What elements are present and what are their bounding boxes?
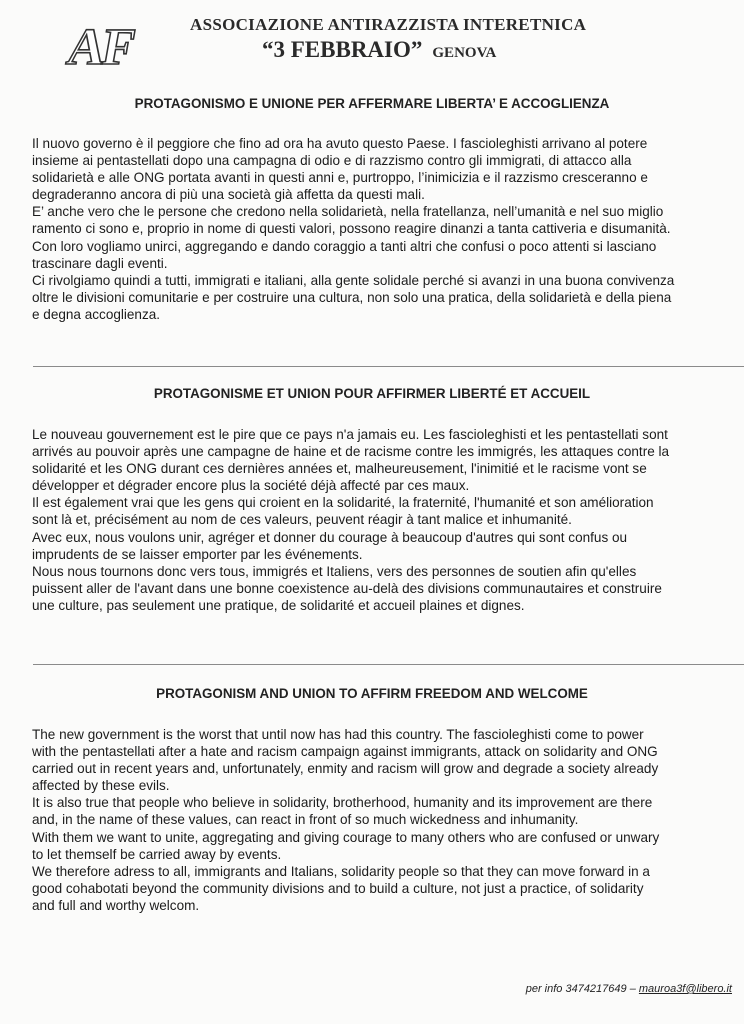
text-line: carried out in recent years and, unfortunately, enmity and racism will grow and degrade a society already (32, 761, 659, 777)
text-line: Le nouveau gouvernement est le pire que ce pays n'a jamais eu. Les fascioleghisti et les pentastellati sont (32, 427, 668, 442)
text-line: good cohabotati beyond the community divisions and to build a culture, not just a practice, of solidarity (32, 880, 644, 896)
text-line: ramento ci sono e, proprio in nome di questi valori, possono reagire dinanzi a tanta cattiveria e disumanità. (32, 221, 671, 237)
section-body-italian (32, 135, 744, 323)
text-line: Avec eux, nous voulons unir, agréger et donner du courage à beaucoup d'autres qui sont confus ou (32, 529, 628, 545)
text-line: e degna accoglienza. (32, 306, 161, 322)
text-line: solidarité et les ONG durant ces dernières années et, malheureusement, l'inimitié et le racisme vont se (32, 461, 647, 477)
association-logo: AF (63, 19, 137, 76)
text-line: développer et dégrader encore plus la société déjà affecté par ces maux. (32, 478, 470, 494)
text-line: oltre le divisioni comunitarie e per costruire una cultura, non solo una pratica, della solidarietà e della piena (32, 289, 672, 305)
section-title-italian: PROTAGONISMO E UNIONE PER AFFERMARE LIBERTA’ E ACCOGLIENZA (134, 96, 610, 111)
text-line: E’ anche vero che le persone che credono nella solidarietà, nella fratellanza, nell’umanità e nel suo miglio (32, 204, 664, 220)
text-line: Il est également vrai que les gens qui croient en la solidarité, la fraternité, l'humanité et son amélioration (32, 495, 654, 511)
text-line: It is also true that people who believe in solidarity, brotherhood, humanity and its improvement are there (32, 795, 653, 811)
section-divider (33, 366, 744, 367)
text-line: and full and worthy welcom. (32, 897, 200, 913)
text-line: Il nuovo governo è il peggiore che fino ad ora ha avuto questo Paese. I fascioleghisti arrivano al potere (32, 136, 648, 151)
org-city: GENOVA (432, 45, 497, 61)
text-line: degraderanno ancora di più una società già affetta da questi mali. (32, 187, 425, 203)
text-line: solidarietà e alle ONG portata avanti in questi anni e, purtroppo, l’inimicizia e il razzismo cresceranno e (32, 170, 648, 186)
text-line: insieme ai pentastellati dopo una campagna di odio e di razzismo contro gli immigrati, di attacco alla (32, 153, 632, 169)
text-line: to let themself be carried away by events. (32, 846, 282, 862)
text-line: We therefore adress to all, immigrants and Italians, solidarity people so that they can move forward in a (32, 863, 650, 879)
text-line: arrivés au pouvoir après une campagne de haine et de racisme contre les immigrés, les attaques contre la (32, 444, 670, 460)
section-body-english (32, 726, 744, 914)
section-title-english: PROTAGONISM AND UNION TO AFFIRM FREEDOM AND WELCOME (156, 686, 588, 701)
text-line: Nous nous tournons donc vers tous, immigrés et Italiens, vers des personnes de soutien afin qu'elles (32, 563, 637, 579)
text-line: Con loro vogliamo unirci, aggregando e dando coraggio a tanti altri che confusi o poco attenti si lasciano (32, 238, 657, 254)
section-body-french (32, 426, 744, 614)
text-line: imprudents de se laisser emporter par les événements. (32, 546, 363, 562)
text-line: and, in the name of these values, can react in front of so much wickedness and inhumanity. (32, 812, 579, 828)
org-title: ASSOCIAZIONE ANTIRAZZISTA INTERETNICA (190, 15, 587, 34)
org-name: “3 FEBBRAIO” (262, 37, 423, 62)
text-line: With them we want to unite, aggregating and giving courage to many others who are confused or unwary (32, 829, 660, 845)
text-line: trascinare dagli eventi. (32, 255, 168, 271)
footer-email[interactable]: mauroa3f@libero.it (638, 983, 732, 995)
text-line: with the pentastellati after a hate and racism campaign against immigrants, attack on solidarity and ONG (32, 744, 658, 760)
org-subtitle (262, 37, 496, 63)
text-line: affected by these evils. (32, 778, 170, 794)
text-line: une culture, pas seulement une pratique, de solidarité et accueil plaines et dignes. (32, 597, 525, 613)
text-line: The new government is the worst that until now has had this country. The fascioleghisti come to power (32, 727, 644, 742)
footer-contact (526, 983, 732, 995)
text-line: sont là et, précisément au nom de ces valeurs, peuvent réagir à tant malice et inhumanité. (32, 512, 572, 528)
text-line: Ci rivolgiamo quindi a tutti, immigrati e italiani, alla gente solidale perché si avanzi in una buona convivenza (32, 272, 675, 288)
section-title-french: PROTAGONISME ET UNION POUR AFFIRMER LIBERTÉ ET ACCUEIL (153, 386, 591, 401)
footer-info: per info 3474217649 – (525, 983, 636, 995)
section-divider (33, 664, 744, 665)
text-line: puissent aller de l'avant dans une bonne coexistence au-delà des divisions communautaires et construire (32, 580, 662, 596)
